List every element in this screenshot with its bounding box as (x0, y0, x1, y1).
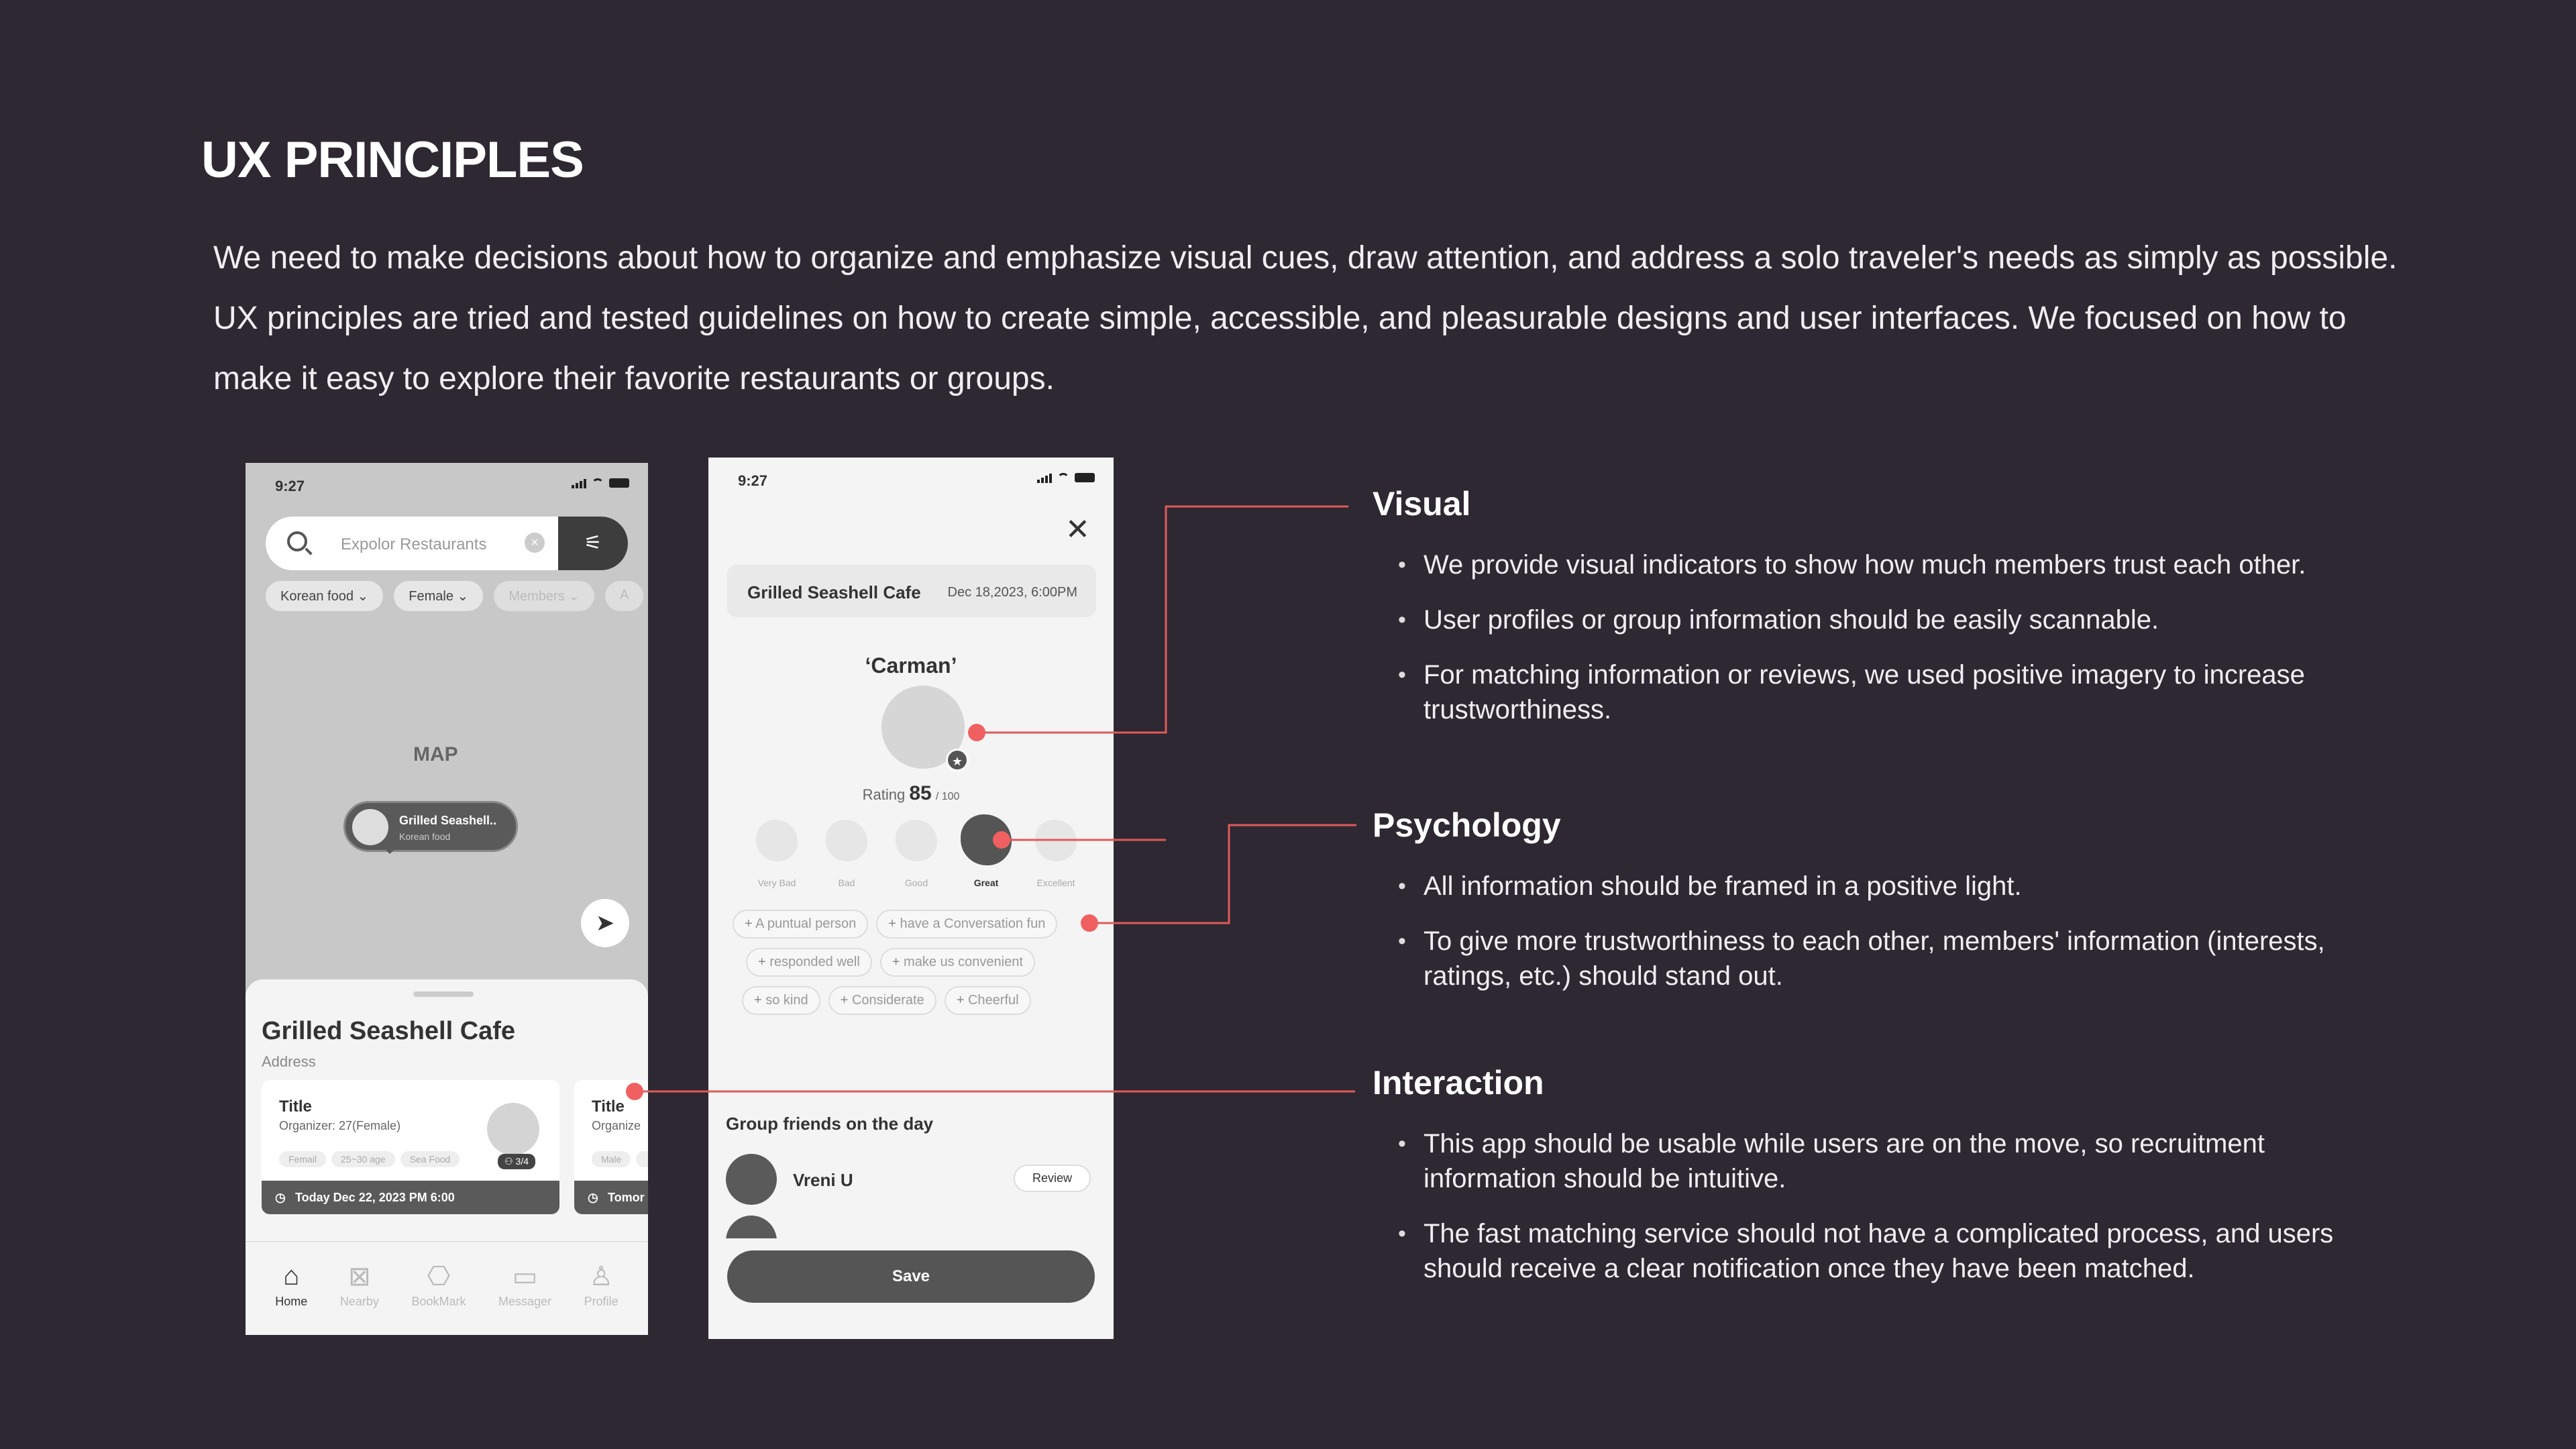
connector-visual-avatar (977, 506, 1348, 733)
principle-item: • To give more trustworthiness to each other, members' information (interests, ratings, etc.) should stand out. (1373, 924, 2376, 994)
clear-icon[interactable]: × (525, 533, 545, 553)
review-tag[interactable]: + make us convenient (880, 948, 1035, 977)
principle-item: • All information should be framed in a positive light. (1373, 869, 2376, 904)
principle-item: • User profiles or group information should be easily scannable. (1373, 602, 2376, 637)
intro-paragraph: We need to make decisions about how to organize and emphasize visual cues, draw attention, and address a solo traveler's needs as simply as possible. UX principles are tried and tested guidelines on how to create simple, accessible, and pleasurable designs and user interfaces. We focused on how to make it easy to explore their favorite restaurants or groups. (213, 240, 2398, 396)
card-organizer: Organizer: 27(Female) (279, 1119, 401, 1132)
connector-dot (968, 724, 985, 741)
tab-profile[interactable]: ♙ Profile (584, 1262, 619, 1308)
star-icon: ★ (946, 749, 969, 771)
reviewee-name: ‘Carman’ (865, 653, 957, 678)
close-icon[interactable]: ✕ (1065, 513, 1090, 546)
connector-dot (993, 831, 1010, 849)
review-tag[interactable]: + so kind (742, 986, 820, 1015)
principle-item: • For matching information or reviews, we used positive imagery to increase trustworthiness. (1373, 657, 2376, 727)
search-input[interactable]: Expolor Restaurants (341, 535, 487, 553)
member-count-badge: ⚇ 3/4 (498, 1154, 535, 1169)
principle-visual (1373, 484, 2376, 727)
rating-display: Rating 85 / 100 (862, 782, 960, 804)
profile-icon: ♙ (589, 1262, 614, 1291)
rating-option-bad[interactable]: Bad (825, 820, 868, 888)
navigation-icon: ➤ (595, 910, 615, 936)
card-tag: Male (592, 1151, 631, 1167)
card-tag: Sea Food (400, 1151, 460, 1167)
restaurant-name: Grilled Seashell Cafe (262, 1017, 516, 1045)
pin-name: Grilled Seashell.. (399, 814, 497, 827)
status-time: 9:27 (738, 472, 768, 489)
filter-button[interactable]: ⚟ (558, 517, 628, 570)
chip-korean-food[interactable]: Korean food ⌄ (266, 581, 383, 611)
principle-title: Interaction (1373, 1064, 1544, 1102)
status-time: 9:27 (275, 478, 305, 494)
pin-type: Korean food (399, 831, 451, 842)
tab-bookmark[interactable]: ⎔ BookMark (411, 1262, 466, 1308)
message-icon: ▭ (512, 1262, 538, 1291)
rating-option-good[interactable]: Good (895, 820, 938, 888)
principle-interaction (1373, 1063, 2376, 1286)
friend-name: Vreni U (793, 1170, 853, 1190)
connector-dot (1081, 914, 1098, 932)
review-button[interactable]: Review (1014, 1165, 1091, 1192)
tab-messager[interactable]: ▭ Messager (498, 1262, 552, 1308)
card-date: ◷ Today Dec 22, 2023 PM 6:00 (262, 1181, 559, 1214)
map-icon: ⊠ (348, 1262, 371, 1291)
restaurant-address: Address (262, 1053, 316, 1070)
card-tag: 25~30 age (331, 1151, 395, 1167)
review-tag[interactable]: + have a Conversation fun (876, 910, 1057, 938)
review-tag[interactable]: + Cheerful (945, 986, 1031, 1015)
rating-option-excellent[interactable]: Excellent (1034, 820, 1077, 888)
chip-female[interactable]: Female ⌄ (394, 581, 483, 611)
principle-item: • This app should be usable while users are on the move, so recruitment information should be intuitive. (1373, 1126, 2376, 1196)
review-tag[interactable]: + Considerate (828, 986, 936, 1015)
review-tag[interactable]: + A puntual person (733, 910, 868, 938)
page-heading: UX PRINCIPLES (201, 131, 584, 189)
event-restaurant: Grilled Seashell Cafe (747, 582, 921, 602)
principle-item: • The fast matching service should not have a complicated process, and users should receive a clear notification once they have been matched. (1373, 1216, 2376, 1286)
rating-option-very-bad[interactable]: Very Bad (755, 820, 798, 888)
card-tag: Femail (279, 1151, 326, 1167)
rating-value: 85 (909, 782, 932, 804)
review-tag[interactable]: + responded well (746, 948, 872, 977)
principle-psychology (1373, 806, 2376, 994)
rating-option-great[interactable]: Great (965, 820, 1008, 888)
principle-title: Visual (1373, 485, 1471, 523)
tab-home[interactable]: ⌂ Home (275, 1261, 308, 1308)
home-icon: ⌂ (283, 1261, 300, 1291)
save-button[interactable]: Save (727, 1250, 1095, 1303)
card-title: Title (592, 1097, 625, 1116)
members-icon: ⚇ (504, 1156, 516, 1167)
map-placeholder: MAP (413, 743, 458, 765)
card-title: Title (279, 1097, 312, 1116)
event-date: Dec 18,2023, 6:00PM (947, 585, 1077, 600)
card-date: ◷ Tomor (574, 1181, 648, 1214)
chip-members[interactable]: Members ⌄ (494, 581, 594, 611)
chip-more[interactable]: A (605, 581, 643, 611)
card-organizer: Organize (592, 1119, 641, 1132)
principle-title: Psychology (1373, 806, 1561, 844)
tab-nearby[interactable]: ⊠ Nearby (339, 1262, 379, 1308)
bookmark-icon: ⎔ (427, 1262, 451, 1291)
principle-item: • We provide visual indicators to show how much members trust each other. (1373, 547, 2376, 582)
connector-dot (626, 1083, 643, 1100)
group-friends-title: Group friends on the day (726, 1114, 934, 1134)
